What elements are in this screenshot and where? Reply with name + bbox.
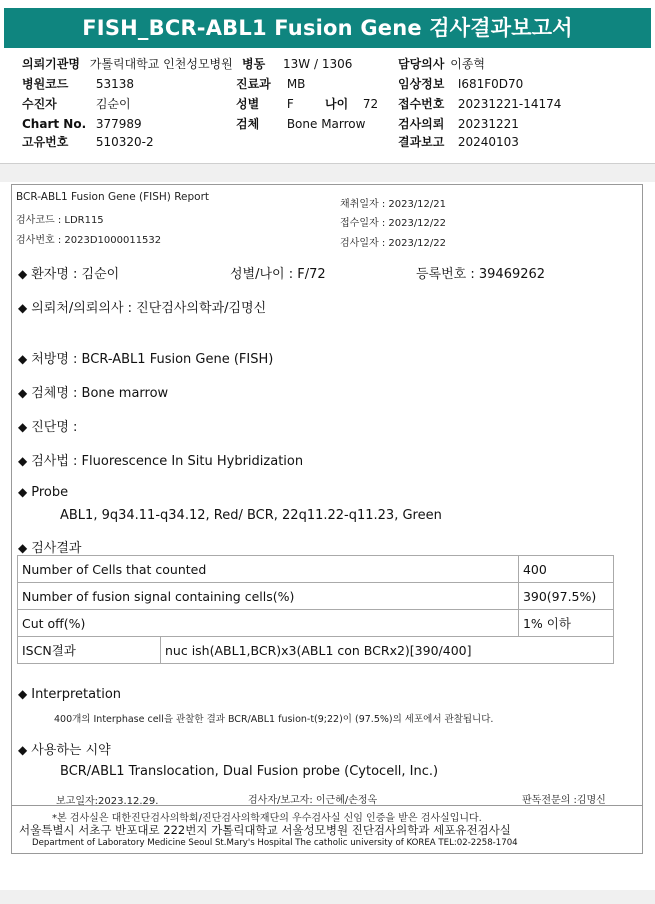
collect-date: 채취일자 : 2023/12/21 [340,199,447,210]
receipt-field [398,96,561,112]
test-code: 검사코드 : LDR115 [16,215,104,226]
doctor-label: 담당의사 [398,57,445,71]
table-row [18,637,614,664]
lab-address: 서울특별시 서초구 반포대로 222번지 가톨릭대학교 서울성모병원 진단검사의학과 세포유전검사실 [19,823,511,837]
prescription-line [18,348,273,367]
certification-note: *본 검사실은 대한진단검사의학회/진단검사의학재단의 우수검사실 신임 인증을 받은 검사실입니다. [52,813,482,824]
sex-field [236,96,294,112]
table-row [18,556,614,583]
diamond-bullet-icon: ◆ [18,743,28,757]
gray-band [0,164,655,182]
id-field [22,134,154,150]
age-value: 72 [362,97,379,111]
specimen-label: 검체 [236,117,260,131]
diagnosis: 진단명 : [31,420,78,435]
diamond-bullet-icon: ◆ [18,352,28,366]
referrer-line [18,297,266,316]
id-label: 고유번호 [22,135,69,149]
patient-name: 환자명 : 김순이 [31,267,120,282]
clinical-field [398,76,523,92]
sex-value: F [286,97,294,111]
chart-value: 377989 [95,117,142,131]
institution-value: 가톨릭대학교 인천성모병원 [89,57,233,71]
result-line [18,537,81,556]
patient-label: 수진자 [22,97,57,111]
department-value: MB [286,77,306,91]
report-title: FISH_BCR-ABL1 Fusion Gene 검사결과보고서 [4,8,651,48]
diamond-bullet-icon: ◆ [18,386,28,400]
request-value: 20231221 [457,117,519,131]
diamond-bullet-icon: ◆ [18,485,28,499]
diagnosis-line [18,416,77,435]
ward-value: 13W / 1306 [283,57,353,71]
receipt-date: 접수일자 : 2023/12/22 [340,218,447,229]
result-table [17,555,614,664]
result-label: Cut off(%) [18,610,519,637]
doctor-value: 이종혁 [450,57,485,71]
specimen-name: 검체명 : Bone marrow [31,386,169,401]
result-title: 검사결과 [31,541,82,556]
department-field [236,76,305,92]
patient-value: 김순이 [95,97,131,111]
test-date: 검사일자 : 2023/12/22 [340,238,447,249]
clinical-value: I681F0D70 [457,77,524,91]
diamond-bullet-icon: ◆ [18,420,28,434]
specimen-line [18,382,168,401]
diamond-bullet-icon: ◆ [18,541,28,555]
receipt-label: 접수번호 [398,97,445,111]
age-field [325,96,378,112]
report-panel [11,184,643,854]
clinical-label: 임상정보 [398,77,445,91]
result-report-field [398,134,519,150]
diamond-bullet-icon: ◆ [18,267,28,281]
ward-field [242,56,352,72]
department-label: 진료과 [236,77,271,91]
request-field [398,116,519,132]
probe-title: Probe [31,485,69,500]
institution-label: 의뢰기관명 [22,57,80,71]
table-row [18,583,614,610]
report-heading: BCR-ABL1 Fusion Gene (FISH) Report [16,191,210,203]
report-date: 보고일자:2023.12.29. [56,796,159,807]
specimen-value: Bone Marrow [286,117,366,131]
hospital-code-value: 53138 [95,77,135,91]
hospital-code-field [22,76,134,92]
probe-text: ABL1, 9q34.11-q34.12, Red/ BCR, 22q11.22-q11.23, Green [60,508,442,523]
doctor-field [398,56,485,72]
institution-field [22,56,233,72]
interpretation-line [18,687,121,702]
result-report-value: 20240103 [457,135,519,149]
table-row [18,610,614,637]
reagent-title: 사용하는 시약 [31,743,111,758]
reagent-text: BCR/ABL1 Translocation, Dual Fusion probe (Cytocell, Inc.) [60,764,439,779]
result-label: Number of fusion signal containing cells(%) [18,583,519,610]
ward-label: 병동 [242,57,266,71]
iscn-value: nuc ish(ABL1,BCR)x3(ABL1 con BCRx2)[390/400] [161,637,614,664]
method: 검사법 : Fluorescence In Situ Hybridization [31,454,304,469]
diamond-bullet-icon: ◆ [18,301,28,315]
request-label: 검사의뢰 [398,117,445,131]
id-value: 510320-2 [95,135,154,149]
examiner: 검사자/보고자: 이근혜/손정옥 [248,795,378,806]
interpretation-title: Interpretation [31,687,122,702]
interpretation-text: 400개의 Interphase cell을 관찰한 결과 BCR/ABL1 fusion-t(9;22)이 (97.5%)의 세포에서 관찰됩니다. [54,714,494,725]
hospital-code-label: 병원코드 [22,77,69,91]
test-number: 검사번호 : 2023D1000011532 [16,235,162,246]
reagent-line [18,739,111,758]
referrer: 의뢰처/의뢰의사 : 진단검사의학과/김명신 [31,301,267,316]
result-value: 1% 이하 [518,610,613,637]
bottom-band [0,890,655,904]
sex-label: 성별 [236,97,260,111]
registration-number: 등록번호 : 39469262 [416,267,546,282]
result-label: Number of Cells that counted [18,556,519,583]
probe-line [18,485,68,500]
diamond-bullet-icon: ◆ [18,454,28,468]
chart-field [22,116,142,132]
diamond-bullet-icon: ◆ [18,687,28,701]
patient-field [22,96,131,112]
result-report-label: 결과보고 [398,135,445,149]
method-line [18,450,303,469]
lab-address-english: Department of Laboratory Medicine Seoul St.Mary's Hospital The catholic university of KOREA TEL:02-2258-1704 [32,838,518,848]
specimen-field [236,116,365,132]
iscn-label: ISCN결과 [18,637,161,664]
age-label: 나이 [325,97,349,111]
prescription: 처방명 : BCR-ABL1 Fusion Gene (FISH) [31,352,274,367]
result-value: 390(97.5%) [518,583,613,610]
patient-line [18,263,119,282]
chart-label: Chart No. [22,117,87,131]
result-value: 400 [518,556,613,583]
receipt-value: 20231221-14174 [457,97,562,111]
sex-age: 성별/나이 : F/72 [230,267,326,282]
specialist: 판독전문의 :김명신 [522,795,606,806]
